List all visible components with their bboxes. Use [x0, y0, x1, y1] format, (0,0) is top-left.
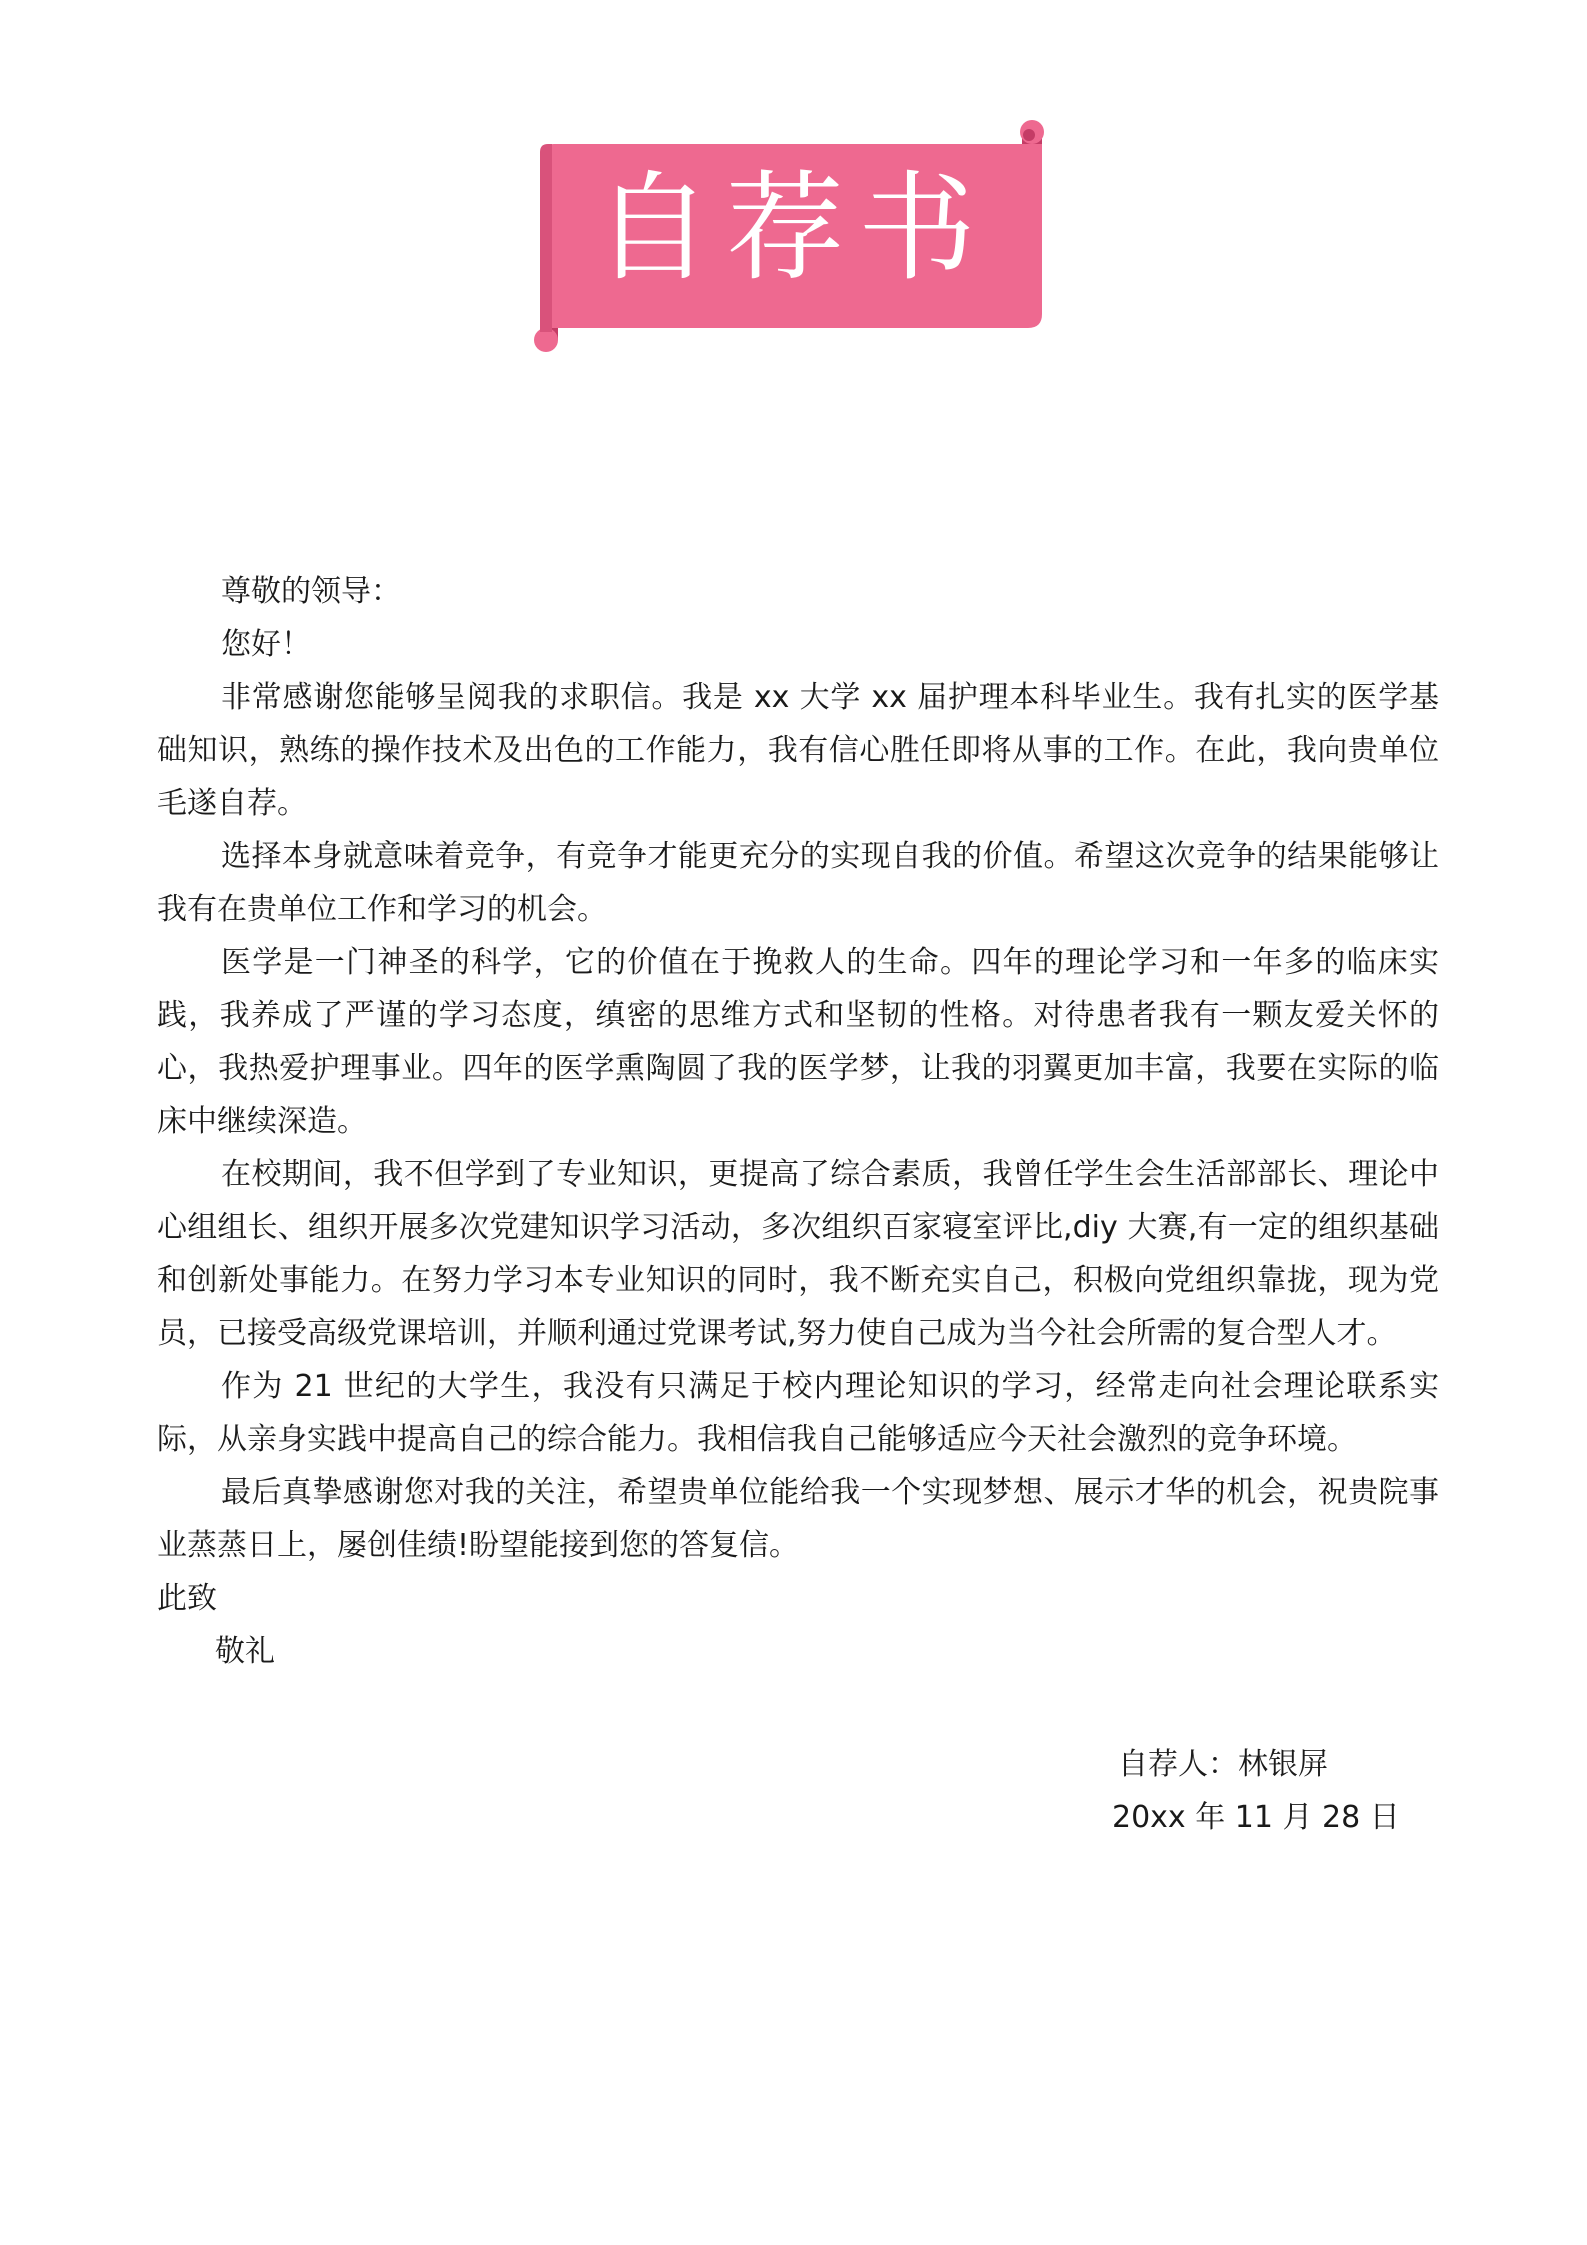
title-banner: [530, 118, 1050, 354]
paragraph-practice: 作为 21 世纪的大学生，我没有只满足于校内理论知识的学习，经常走向社会理论联系实际，从亲身实践中提高自己的综合能力。我相信我自己能够适应今天社会激烈的竞争环境。: [157, 1369, 1439, 1457]
signature-block: [1112, 1738, 1400, 1844]
regards: 敬礼: [215, 1634, 275, 1669]
paragraph-campus: 在校期间，我不但学到了专业知识，更提高了综合素质，我曾任学生会生活部部长、理论中心组组长、组织开展多次党建知识学习活动，多次组织百家寝室评比,diy 大赛,有一定的组织基础和创新处事能力。在努力学习本专业知识的同时，我不断充实自己，积极向党组织靠拢，现为党员，已接受高级党课培训，并顺利通过党课考试,努力使自己成为当今社会所需的复合型人才。: [157, 1157, 1439, 1351]
signature-date: 20xx 年 11 月 28 日: [1112, 1800, 1400, 1835]
closing: 此致: [157, 1581, 217, 1616]
author-signature: 自荐人：林银屏: [1118, 1747, 1328, 1782]
greeting: 您好！: [221, 627, 311, 662]
paragraph-medicine: 医学是一门神圣的科学，它的价值在于挽救人的生命。四年的理论学习和一年多的临床实践，我养成了严谨的学习态度，缜密的思维方式和坚韧的性格。对待患者我有一颗友爱关怀的心，我热爱护理事业。四年的医学熏陶圆了我的医学梦，让我的羽翼更加丰富，我要在实际的临床中继续深造。: [157, 945, 1439, 1139]
letter-body: [157, 565, 1439, 1678]
salutation: 尊敬的领导：: [221, 574, 401, 609]
paragraph-intro: 非常感谢您能够呈阅我的求职信。我是 xx 大学 xx 届护理本科毕业生。我有扎实的医学基础知识，熟练的操作技术及出色的工作能力，我有信心胜任即将从事的工作。在此，我向贵单位毛遂自荐。: [157, 680, 1439, 821]
paragraph-thanks: 最后真挚感谢您对我的关注，希望贵单位能给我一个实现梦想、展示才华的机会，祝贵院事业蒸蒸日上，屡创佳绩!盼望能接到您的答复信。: [157, 1475, 1439, 1563]
document-title: 自荐书: [593, 159, 990, 297]
paragraph-competition: 选择本身就意味着竞争，有竞争才能更充分的实现自我的价值。希望这次竞争的结果能够让我有在贵单位工作和学习的机会。: [157, 839, 1439, 927]
